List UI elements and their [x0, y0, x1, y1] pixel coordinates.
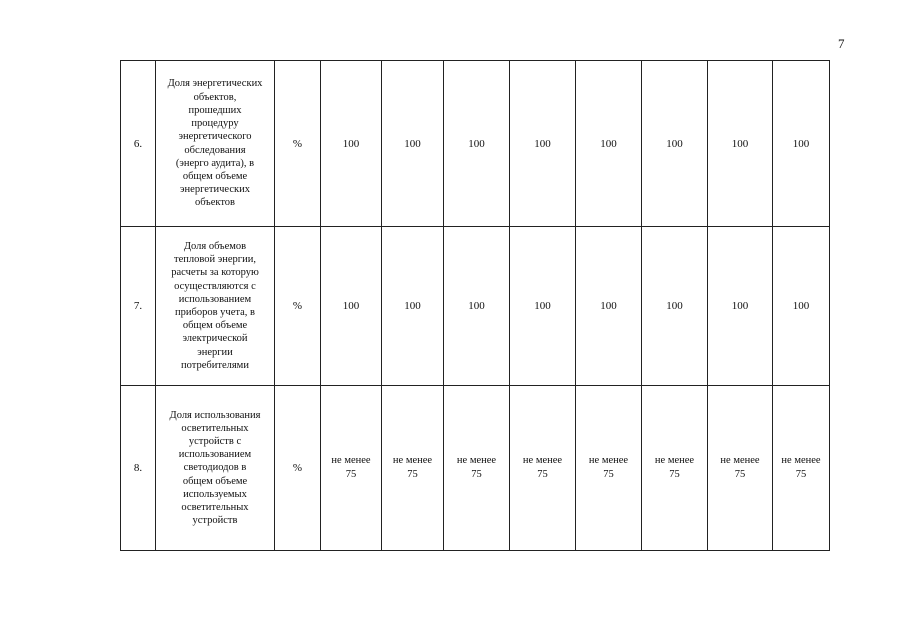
unit-cell: %: [275, 61, 321, 227]
value-prefix: не менее: [781, 455, 821, 466]
indicator-description: [156, 227, 275, 386]
value-cell: 100: [510, 61, 576, 227]
desc-line: общем объеме: [182, 320, 248, 332]
value-prefix: не менее: [654, 455, 695, 466]
value-cell: 100: [708, 227, 773, 386]
desc-line: прошедших: [188, 104, 242, 116]
desc-line: расчеты за которую: [171, 267, 259, 279]
desc-line: потребителями: [181, 359, 249, 371]
desc-line: обследования: [184, 144, 246, 156]
value-cell: 100: [444, 227, 510, 386]
value-number: 75: [537, 469, 548, 480]
value-cell: [382, 386, 444, 551]
value-prefix: не менее: [392, 455, 433, 466]
desc-line: светодиодов в: [183, 462, 247, 474]
value-cell: 100: [708, 61, 773, 227]
desc-line: устройств с: [188, 435, 242, 447]
value-cell: [642, 386, 708, 551]
value-number: 75: [669, 469, 680, 480]
value-cell: 100: [773, 227, 830, 386]
row-number: 7.: [121, 227, 156, 386]
value-cell: 100: [642, 227, 708, 386]
table-row: [121, 227, 830, 386]
desc-line: общем объеме: [182, 170, 248, 182]
desc-line: Доля использования: [169, 409, 261, 421]
value-number: 75: [734, 469, 746, 480]
value-cell: [510, 386, 576, 551]
row-number: 8.: [121, 386, 156, 551]
desc-line: объектов: [194, 197, 236, 209]
desc-line: (энерго аудита), в: [175, 157, 255, 169]
indicator-description: [156, 61, 275, 227]
unit-cell: %: [275, 386, 321, 551]
indicator-description: [156, 386, 275, 551]
desc-line: устройств: [192, 515, 238, 527]
value-cell: 100: [510, 227, 576, 386]
value-cell: [321, 386, 382, 551]
value-prefix: не менее: [331, 455, 371, 466]
desc-line: приборов учета, в: [175, 307, 255, 318]
value-number: 75: [345, 469, 357, 480]
table-row: [121, 61, 830, 227]
page-number: 7: [838, 36, 845, 51]
value-cell: [576, 386, 642, 551]
value-prefix: не менее: [588, 455, 629, 466]
desc-line: использованием: [178, 449, 252, 461]
desc-line: тепловой энергии,: [174, 254, 256, 266]
value-number: 75: [407, 469, 418, 480]
value-prefix: не менее: [522, 455, 563, 466]
value-cell: 100: [321, 227, 382, 386]
desc-line: используемых: [183, 488, 247, 500]
value-cell: 100: [576, 61, 642, 227]
desc-line: процедуру: [191, 118, 239, 130]
value-cell: 100: [576, 227, 642, 386]
value-cell: 100: [773, 61, 830, 227]
desc-line: объектов,: [193, 91, 237, 103]
row-number: 6.: [121, 61, 156, 227]
value-cell: 100: [382, 227, 444, 386]
desc-line: энергетического: [178, 131, 252, 143]
desc-line: общем объеме: [182, 475, 248, 487]
indicators-table: [120, 60, 830, 551]
value-number: 75: [603, 469, 614, 480]
value-cell: 100: [444, 61, 510, 227]
value-prefix: не менее: [456, 455, 497, 466]
value-cell: 100: [382, 61, 444, 227]
desc-line: осветительных: [181, 502, 249, 513]
desc-line: энергетических: [180, 184, 250, 196]
value-number: 75: [795, 469, 807, 480]
desc-line: Доля энергетических: [167, 78, 263, 90]
desc-line: осветительных: [181, 422, 249, 434]
desc-line: энергии: [197, 346, 233, 358]
desc-line: использованием: [178, 293, 252, 305]
desc-line: Доля объемов: [183, 240, 247, 252]
value-prefix: не менее: [720, 455, 760, 466]
value-cell: 100: [642, 61, 708, 227]
desc-line: осуществляются с: [174, 280, 256, 292]
value-number: 75: [471, 469, 482, 480]
value-cell: [444, 386, 510, 551]
value-cell: 100: [321, 61, 382, 227]
unit-cell: %: [275, 227, 321, 386]
desc-line: электрической: [182, 333, 248, 345]
table-row: [121, 386, 830, 551]
value-cell: [708, 386, 773, 551]
value-cell: [773, 386, 830, 551]
